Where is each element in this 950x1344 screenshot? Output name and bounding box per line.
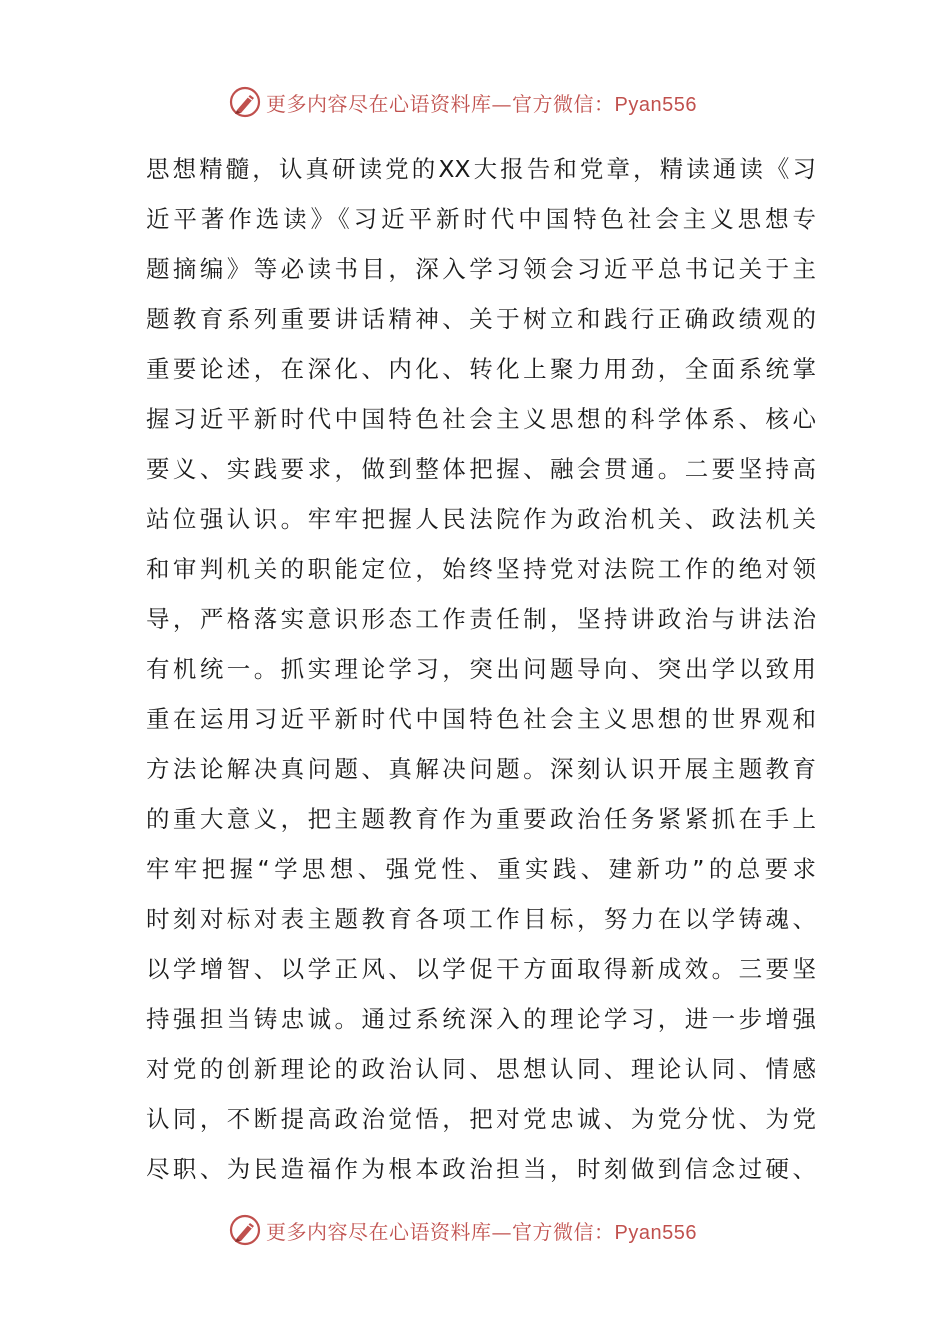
header-wechat-id: Pyan556 <box>614 93 697 116</box>
text-line: 导，严格落实意识形态工作责任制，坚持讲政治与讲法治 <box>146 605 816 633</box>
text-line: 方法论解决真问题、真解决问题。深刻认识开展主题教育 <box>146 755 816 783</box>
text-line: 尽职、为民造福作为根本政治担当，时刻做到信念过硬、 <box>146 1155 816 1183</box>
text-line: 持强担当铸忠诚。通过系统深入的理论学习，进一步增强 <box>146 1005 816 1033</box>
header-watermark <box>228 84 728 120</box>
text-line: 思想精髓，认真研读党的XX大报告和党章，精读通读《习 <box>146 155 816 183</box>
text-line: 题教育系列重要讲话精神、关于树立和践行正确政绩观的 <box>146 305 816 333</box>
text-line: 和审判机关的职能定位，始终坚持党对法院工作的绝对领 <box>146 555 816 583</box>
header-watermark-text: 更多内容尽在心语资料库—官方微信： <box>266 91 615 116</box>
text-line: 重在运用习近平新时代中国特色社会主义思想的世界观和 <box>146 705 816 733</box>
footer-wechat-id: Pyan556 <box>614 1221 697 1244</box>
text-line: 重要论述，在深化、内化、转化上聚力用劲，全面系统掌 <box>146 355 816 383</box>
text-line: 近平著作选读》《习近平新时代中国特色社会主义思想专 <box>146 205 816 233</box>
text-line: 握习近平新时代中国特色社会主义思想的科学体系、核心 <box>146 405 816 433</box>
text-line: 要义、实践要求，做到整体把握、融会贯通。二要坚持高 <box>146 455 816 483</box>
text-line: 时刻对标对表主题教育各项工作目标，努力在以学铸魂、 <box>146 905 816 933</box>
text-line: 的重大意义，把主题教育作为重要政治任务紧紧抓在手上 <box>146 805 816 833</box>
body-paragraph <box>146 144 816 1194</box>
text-line: 认同，不断提高政治觉悟，把对党忠诚、为党分忧、为党 <box>146 1105 816 1133</box>
text-line: 站位强认识。牢牢把握人民法院作为政治机关、政法机关 <box>146 505 816 533</box>
footer-watermark-text: 更多内容尽在心语资料库—官方微信： <box>266 1219 615 1244</box>
footer-watermark <box>228 1212 728 1248</box>
text-line: 对党的创新理论的政治认同、思想认同、理论认同、情感 <box>146 1055 816 1083</box>
text-line: 题摘编》等必读书目，深入学习领会习近平总书记关于主 <box>146 255 816 283</box>
pen-logo-icon <box>228 85 262 119</box>
text-line: 有机统一。抓实理论学习，突出问题导向、突出学以致用 <box>146 655 816 683</box>
text-line: 以学增智、以学正风、以学促干方面取得新成效。三要坚 <box>146 955 816 983</box>
pen-logo-icon <box>228 1213 262 1247</box>
text-line: 牢牢把握“学思想、强党性、重实践、建新功”的总要求 <box>146 855 816 883</box>
